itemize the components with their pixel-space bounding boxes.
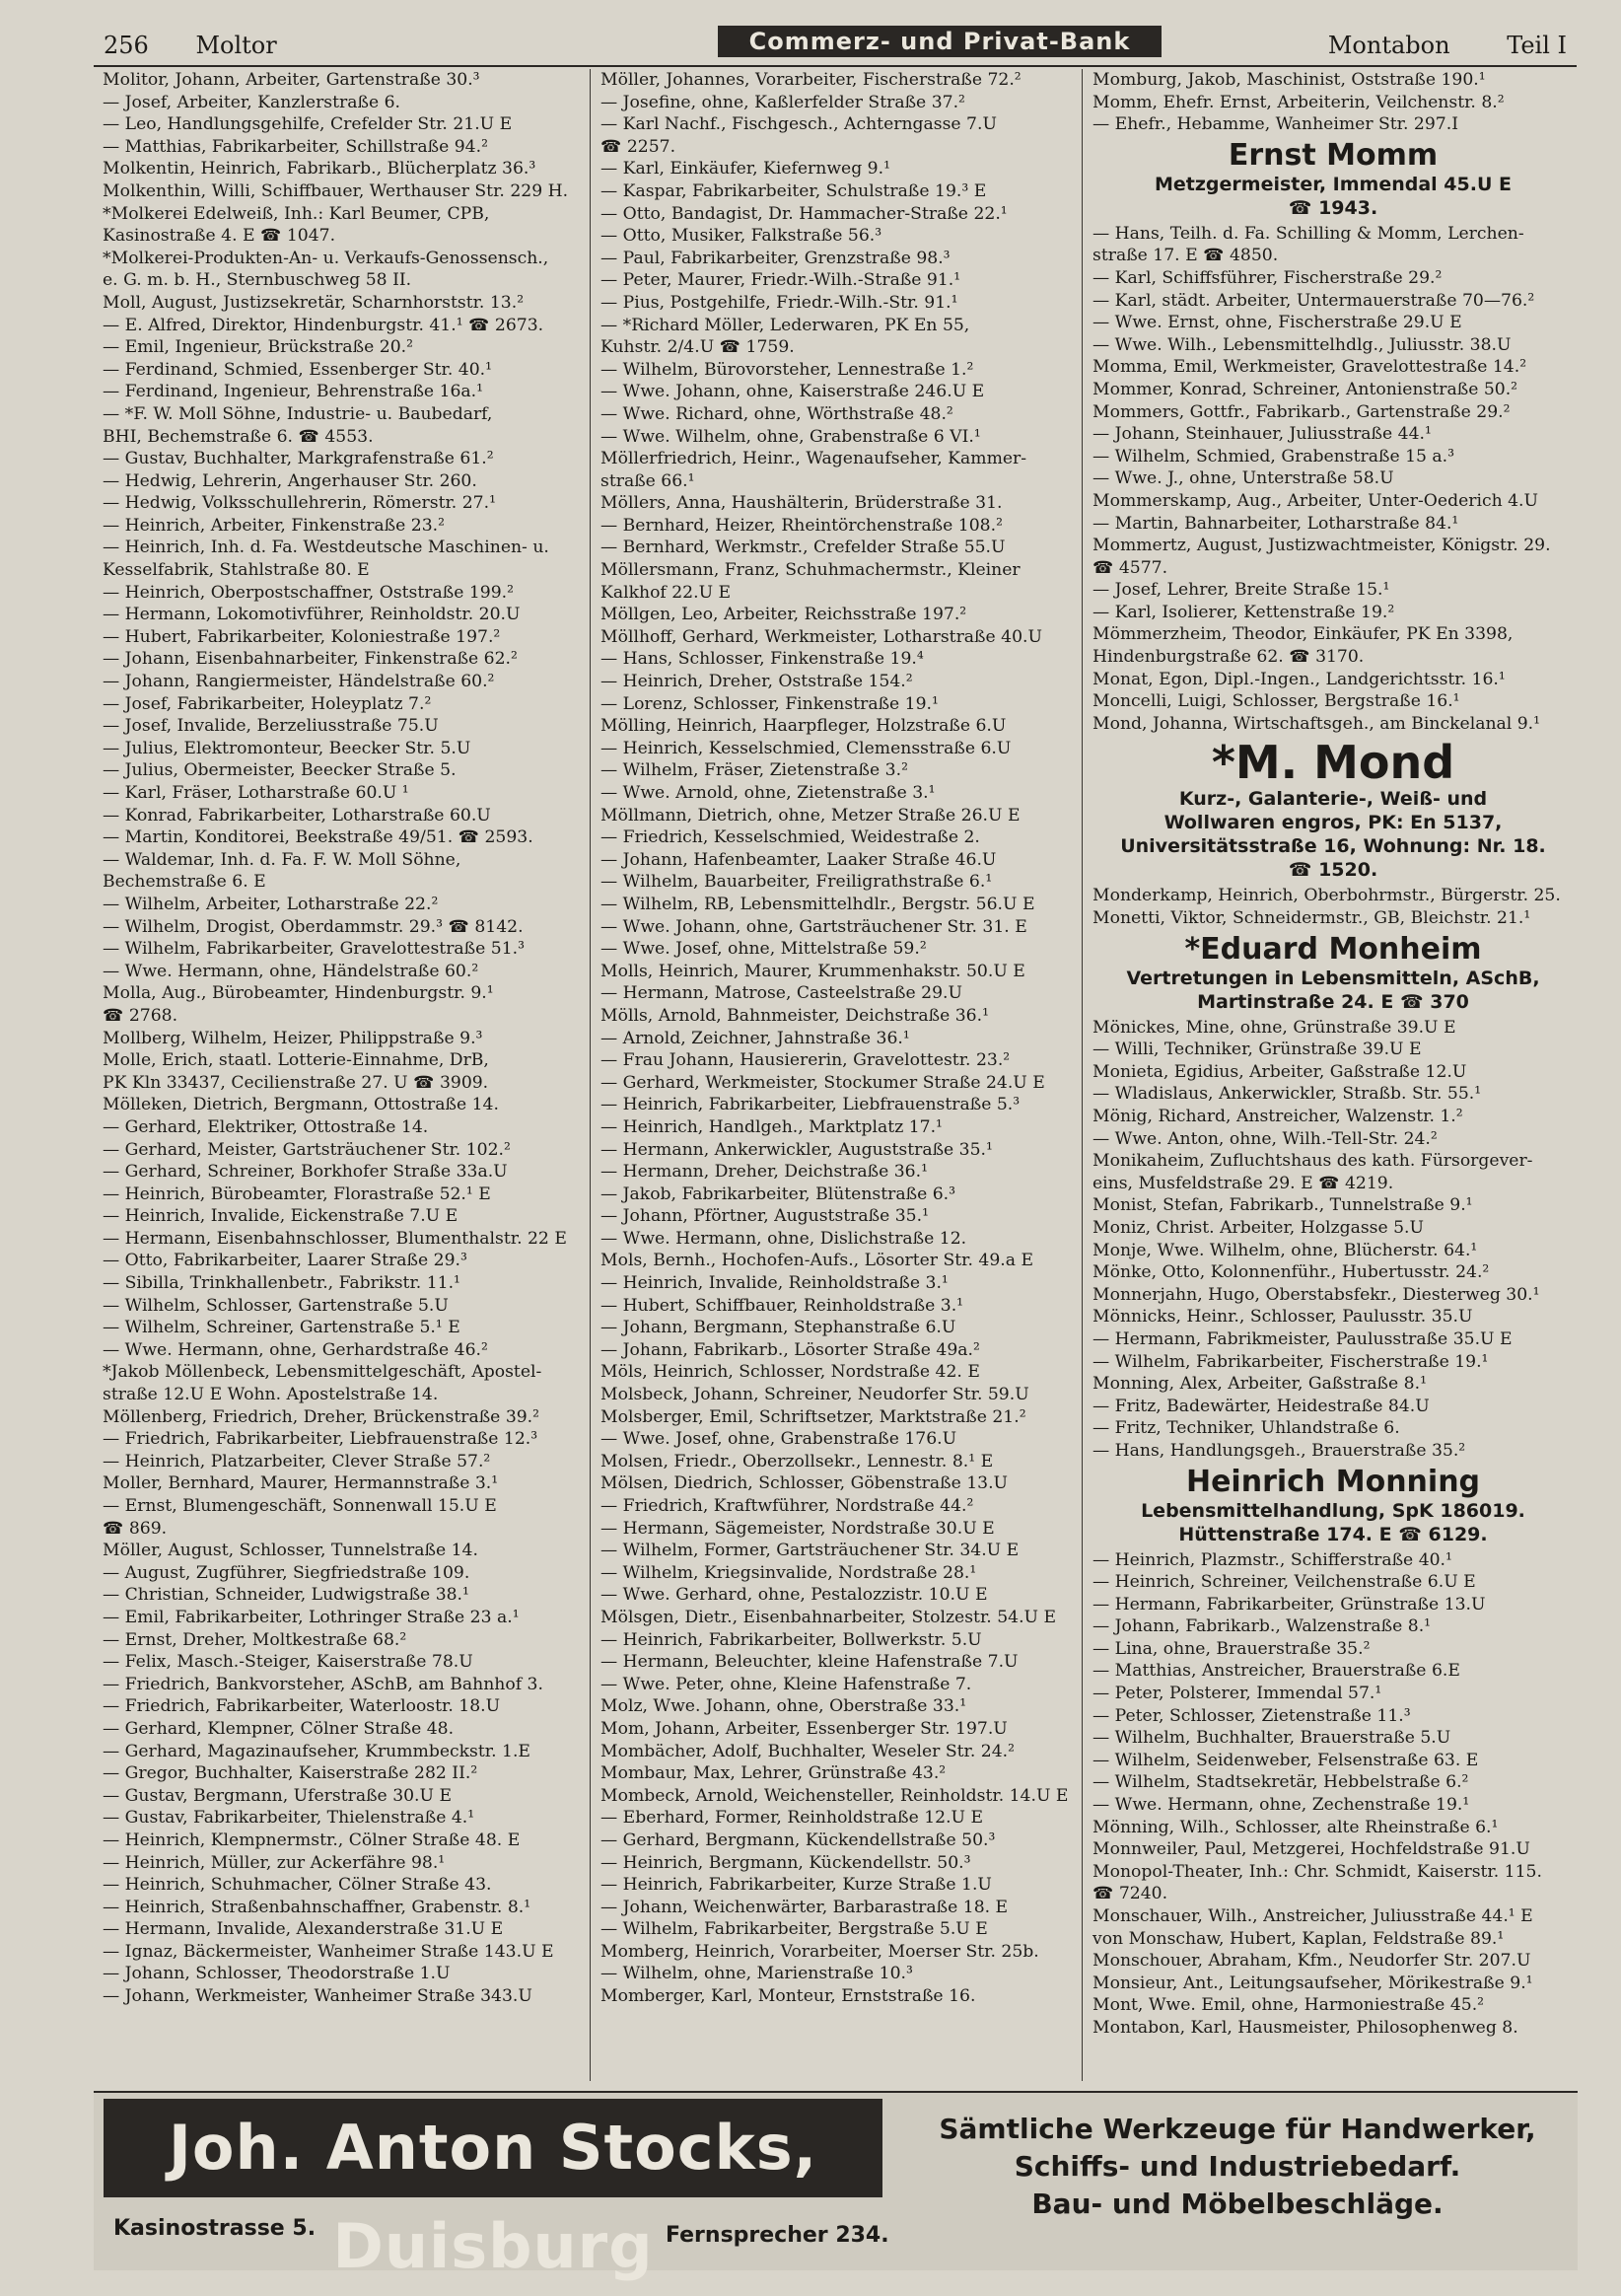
directory-entry: — Heinrich, Schreiner, Veilchenstraße 6.U E xyxy=(1092,1572,1476,1593)
directory-entry: — Gerhard, Klempner, Cölner Straße 48. xyxy=(103,1718,455,1739)
footer-services-line3: Bau- und Möbelbeschläge. xyxy=(1031,2188,1444,2220)
directory-entry: — Heinrich, Straßenbahnschaffner, Grabenstr. 8.¹ xyxy=(103,1897,531,1917)
directory-entry: — Hans, Teilh. d. Fa. Schilling & Momm, Lerchen- xyxy=(1092,223,1524,244)
directory-entry: — Wilhelm, Fabrikarbeiter, Fischerstraße 19.¹ xyxy=(1092,1351,1489,1372)
footer-address: Kasinostrasse 5. xyxy=(113,2216,317,2241)
directory-entry: — Wilhelm, Schlosser, Gartenstraße 5.U xyxy=(103,1295,449,1316)
directory-entry: Monetti, Viktor, Schneidermstr., GB, Bleichstr. 21.¹ xyxy=(1092,908,1531,929)
directory-entry: — Heinrich, Schuhmacher, Cölner Straße 43. xyxy=(103,1875,492,1896)
page-header xyxy=(94,26,1577,67)
directory-entry: — Johann, Eisenbahnarbeiter, Finkenstraße 62.² xyxy=(103,649,518,670)
directory-entry: — Wwe. J., ohne, Unterstraße 58.U xyxy=(1092,468,1394,489)
directory-entry: — Wilhelm, Schreiner, Gartenstraße 5.¹ E xyxy=(103,1318,460,1338)
directory-entry: Monsieur, Ant., Leitungsaufseher, Mörikestraße 9.¹ xyxy=(1092,1973,1533,1993)
directory-entry: — Waldemar, Inh. d. Fa. F. W. Moll Söhne, xyxy=(103,849,461,870)
directory-entry: — Wilhelm, Arbeiter, Lotharstraße 22.² xyxy=(103,894,439,914)
directory-entry: Molsen, Friedr., Oberzollsekr., Lennestr. 8.¹ E xyxy=(600,1451,994,1471)
directory-entry: ☎ 4577. xyxy=(1092,557,1168,578)
directory-entry: — Hermann, Beleuchter, kleine Hafenstraße 7.U xyxy=(600,1652,1019,1673)
directory-entry: — Wwe. Josef, ohne, Mittelstraße 59.² xyxy=(600,939,927,960)
ad-mond-name: *M. Mond xyxy=(1211,736,1455,790)
directory-entry: Mommer, Konrad, Schreiner, Antonienstraße 50.² xyxy=(1092,379,1518,399)
directory-entry: — Gerhard, Werkmeister, Stockumer Straße 24.U E xyxy=(600,1072,1045,1093)
header-right-word: Montabon xyxy=(1327,32,1450,59)
directory-entry: — Martin, Konditorei, Beekstraße 49/51. ☎ 2593. xyxy=(103,827,533,848)
directory-entry: straße 17. E ☎ 4850. xyxy=(1092,246,1279,266)
ad-mond-line1: Kurz-, Galanterie-, Weiß- und xyxy=(1178,788,1488,811)
directory-entry: Montabon, Karl, Hausmeister, Philosophenweg 8. xyxy=(1092,2017,1518,2038)
directory-entry: von Monschaw, Hubert, Kaplan, Feldstraße 89.¹ xyxy=(1092,1928,1505,1949)
directory-entry: — Paul, Fabrikarbeiter, Grenzstraße 98.³ xyxy=(600,248,951,268)
directory-entry: — Wilhelm, Fabrikarbeiter, Gravelottestraße 51.³ xyxy=(103,939,526,960)
directory-entry: Mölsen, Diedrich, Schlosser, Göbenstraße 13.U xyxy=(600,1473,1009,1494)
directory-entry: — August, Zugführer, Siegfriedstraße 109. xyxy=(103,1562,470,1583)
directory-entry: Kesselfabrik, Stahlstraße 80. E xyxy=(103,560,370,581)
directory-entry: Molkentin, Heinrich, Fabrikarb., Blücherplatz 36.³ xyxy=(103,159,536,179)
directory-entry: — Karl, Isolierer, Kettenstraße 19.² xyxy=(1092,602,1395,622)
directory-entry: Monnweiler, Paul, Metzgerei, Hochfeldstraße 91.U xyxy=(1092,1839,1530,1860)
directory-entry: — Friedrich, Kraftwführer, Nordstraße 44.² xyxy=(600,1496,974,1516)
directory-entry: Momberg, Heinrich, Vorarbeiter, Moerser Str. 25b. xyxy=(600,1941,1039,1962)
directory-entry: — Jakob, Fabrikarbeiter, Blütenstraße 6.³ xyxy=(600,1184,956,1204)
directory-entry: — E. Alfred, Direktor, Hindenburgstr. 41.¹ ☎ 2673. xyxy=(103,315,544,335)
directory-entry: ☎ 7240. xyxy=(1092,1884,1168,1904)
directory-entry: — Heinrich, Dreher, Oststraße 154.² xyxy=(600,672,913,692)
directory-entry: — Gerhard, Bergmann, Kückendellstraße 50.³ xyxy=(600,1830,996,1850)
directory-entry: Kalkhof 22.U E xyxy=(600,582,732,603)
header-part: Teil I xyxy=(1507,32,1567,59)
ad-mond-line4: ☎ 1520. xyxy=(1288,859,1378,882)
directory-entry: — Gerhard, Schreiner, Borkhofer Straße 33a.U xyxy=(103,1162,508,1183)
directory-entry: Mollberg, Wilhelm, Heizer, Philippstraße 9.³ xyxy=(103,1028,483,1048)
column-3 xyxy=(1089,69,1578,2081)
directory-entry: Mölling, Heinrich, Haarpfleger, Holzstraße 6.U xyxy=(600,716,1007,737)
directory-entry: — Wilhelm, Fabrikarbeiter, Bergstraße 5.U E xyxy=(600,1919,988,1940)
directory-entry: — Johann, Schlosser, Theodorstraße 1.U xyxy=(103,1964,451,1984)
directory-entry: — Wladislaus, Ankerwickler, Straßb. Str. 55.¹ xyxy=(1092,1084,1482,1105)
directory-entry: — Julius, Elektromonteur, Beecker Str. 5.U xyxy=(103,738,471,758)
directory-entry: Molle, Erich, staatl. Lotterie-Einnahme, DrB, xyxy=(103,1050,489,1071)
directory-entry: Molz, Wwe. Johann, ohne, Oberstraße 33.¹ xyxy=(600,1696,967,1717)
directory-entry: — Heinrich, Invalide, Reinholdstraße 3.¹ xyxy=(600,1273,949,1294)
directory-entry: — Heinrich, Fabrikarbeiter, Kurze Straße 1.U xyxy=(600,1875,992,1896)
directory-entry: Molla, Aug., Bürobeamter, Hindenburgstr. 9.¹ xyxy=(103,983,494,1004)
directory-entry: — Wilhelm, RB, Lebensmittelhdlr., Bergstr. 56.U E xyxy=(600,894,1035,914)
directory-entry: — Emil, Fabrikarbeiter, Lothringer Straße 23 a.¹ xyxy=(103,1607,520,1627)
directory-entry: Mönnicks, Heinr., Schlosser, Paulusstr. 35.U xyxy=(1092,1307,1473,1327)
directory-entry: — Heinrich, Plazmstr., Schifferstraße 40.¹ xyxy=(1092,1549,1452,1570)
directory-entry: Mom, Johann, Arbeiter, Essenberger Str. 197.U xyxy=(600,1718,1008,1739)
directory-entry: Möllgen, Leo, Arbeiter, Reichsstraße 197.² xyxy=(600,605,967,625)
directory-entry: — Heinrich, Platzarbeiter, Clever Straße 57.² xyxy=(103,1451,491,1471)
directory-entry: Mölls, Arnold, Bahnmeister, Deichstraße 36.¹ xyxy=(600,1005,989,1026)
directory-entry: Mommertz, August, Justizwachtmeister, Königstr. 29. xyxy=(1092,536,1551,556)
directory-entry: — Wwe. Josef, ohne, Grabenstraße 176.U xyxy=(600,1429,957,1450)
directory-entry: — Heinrich, Oberpostschaffner, Oststraße 199.² xyxy=(103,582,515,603)
directory-entry: Moncelli, Luigi, Schlosser, Bergstraße 16.¹ xyxy=(1092,691,1460,712)
ad-monning-line2: Hüttenstraße 174. E ☎ 6129. xyxy=(1178,1523,1488,1545)
directory-entry: Möllmann, Dietrich, ohne, Metzer Straße 26.U E xyxy=(600,805,1021,825)
directory-entry: — Wilhelm, Seidenweber, Felsenstraße 63. E xyxy=(1092,1750,1479,1770)
ad-monning-line1: Lebensmittelhandlung, SpK 186019. xyxy=(1141,1499,1525,1522)
directory-entry: Möllerfriedrich, Heinr., Wagenaufseher, Kammer- xyxy=(600,449,1027,469)
directory-entry: — Wwe. Richard, ohne, Wörthstraße 48.² xyxy=(600,403,953,424)
directory-entry: — Fritz, Badewärter, Heidestraße 84.U xyxy=(1092,1396,1430,1416)
column-2 xyxy=(597,69,1083,2081)
directory-entry: — Wwe. Gerhard, ohne, Pestalozzistr. 10.U E xyxy=(600,1585,988,1606)
directory-entry: — Peter, Schlosser, Zietenstraße 11.³ xyxy=(1092,1705,1411,1726)
directory-entry: — Wwe. Hermann, ohne, Gerhardstraße 46.² xyxy=(103,1339,488,1360)
directory-entry: Monist, Stefan, Fabrikarb., Tunnelstraße 9.¹ xyxy=(1092,1195,1473,1216)
directory-entry: — Johann, Fabrikarb., Lösorter Straße 49a.² xyxy=(600,1339,980,1360)
ad-eduard-monheim xyxy=(1089,933,1578,1014)
directory-entry: Monschouer, Abraham, Kfm., Neudorfer Str. 207.U xyxy=(1092,1951,1531,1972)
directory-entry: — Wilhelm, Fräser, Zietenstraße 3.² xyxy=(600,760,908,781)
directory-entry: Möllers, Anna, Haushälterin, Brüderstraße 31. xyxy=(600,493,1003,514)
ad-momm-line2: ☎ 1943. xyxy=(1288,196,1378,219)
column-1 xyxy=(99,69,591,2081)
directory-entry: — Peter, Maurer, Friedr.-Wilh.-Straße 91.¹ xyxy=(600,270,961,291)
directory-entry: — Gerhard, Elektriker, Ottostraße 14. xyxy=(103,1116,429,1137)
ad-monheim-line1: Vertretungen in Lebensmitteln, ASchB, xyxy=(1126,967,1540,989)
directory-entry: — Arnold, Zeichner, Jahnstraße 36.¹ xyxy=(600,1028,910,1048)
header-bank-banner: Commerz- und Privat-Bank xyxy=(718,26,1162,57)
directory-entry: Möllenberg, Friedrich, Dreher, Brückenstraße 39.² xyxy=(103,1406,540,1427)
directory-entry: ☎ 869. xyxy=(103,1518,168,1539)
directory-entry: Momburg, Jakob, Maschinist, Oststraße 190.¹ xyxy=(1092,70,1486,90)
directory-entry: — Heinrich, Fabrikarbeiter, Bollwerkstr. 5.U xyxy=(600,1629,982,1650)
directory-entry: — Ferdinand, Schmied, Essenberger Str. 40.¹ xyxy=(103,359,493,380)
directory-entry: Momma, Emil, Werkmeister, Gravelottestraße 14.² xyxy=(1092,357,1527,378)
directory-entry: straße 66.¹ xyxy=(600,470,695,491)
directory-entry: — Matthias, Fabrikarbeiter, Schillstraße 94.² xyxy=(103,136,488,157)
directory-entry: — Josef, Fabrikarbeiter, Holeyplatz 7.² xyxy=(103,693,432,714)
directory-entry: — Hermann, Invalide, Alexanderstraße 31.U E xyxy=(103,1919,504,1940)
directory-entry: Monnerjahn, Hugo, Oberstabsfekr., Diesterweg 30.¹ xyxy=(1092,1284,1540,1305)
directory-entry: — Hermann, Eisenbahnschlosser, Blumenthalstr. 22 E xyxy=(103,1228,567,1249)
directory-entry: *Molkerei-Produkten-An- u. Verkaufs-Genossensch., xyxy=(103,248,549,268)
directory-entry: Mommers, Gottfr., Fabrikarb., Gartenstraße 29.² xyxy=(1092,401,1511,422)
directory-entry: — Bernhard, Heizer, Rheintörchenstraße 108.² xyxy=(600,515,1003,536)
directory-entry: Mömmerzheim, Theodor, Einkäufer, PK En 3398, xyxy=(1092,624,1514,645)
directory-entry: — Wilhelm, Schmied, Grabenstraße 15 a.³ xyxy=(1092,446,1455,466)
directory-entry: Mols, Bernh., Hochofen-Aufs., Lösorter Str. 49.a E xyxy=(600,1251,1034,1271)
footer-services xyxy=(902,2111,1573,2223)
directory-entry: ☎ 2257. xyxy=(600,136,676,157)
directory-entry: — Wilhelm, Bürovorsteher, Lennestraße 1.² xyxy=(600,359,974,380)
directory-entry: — Johann, Weichenwärter, Barbarastraße 18. E xyxy=(600,1897,1009,1917)
directory-entry: — Karl, städt. Arbeiter, Untermauerstraße 70—76.² xyxy=(1092,290,1535,311)
directory-entry: — Heinrich, Bürobeamter, Florastraße 52.¹ E xyxy=(103,1184,491,1204)
directory-entry: — Lorenz, Schlosser, Finkenstraße 19.¹ xyxy=(600,693,939,714)
directory-entry: — Karl Nachf., Fischgesch., Achterngasse 7.U xyxy=(600,114,997,135)
directory-entry: — Josef, Invalide, Berzeliusstraße 75.U xyxy=(103,716,439,737)
footer-phone: Fernsprecher 234. xyxy=(666,2223,889,2248)
directory-entry: — Bernhard, Werkmstr., Crefelder Straße 55.U xyxy=(600,538,1006,558)
directory-entry: Mombeck, Arnold, Weichensteller, Reinholdstr. 14.U E xyxy=(600,1785,1069,1806)
directory-entry: Mönning, Wilh., Schlosser, alte Rheinstraße 6.¹ xyxy=(1092,1817,1499,1837)
directory-entry: — Friedrich, Bankvorsteher, ASchB, am Bahnhof 3. xyxy=(103,1674,543,1694)
directory-entry: Möller, August, Schlosser, Tunnelstraße 14. xyxy=(103,1541,478,1561)
ad-monheim-name: *Eduard Monheim xyxy=(1184,931,1482,967)
directory-entry: — Gustav, Buchhalter, Markgrafenstraße 61.² xyxy=(103,449,494,469)
directory-entry: eins, Musfeldstraße 29. E ☎ 4219. xyxy=(1092,1173,1394,1193)
directory-entry: — Hedwig, Volksschullehrerin, Römerstr. 27.¹ xyxy=(103,493,496,514)
footer-advertisement xyxy=(94,2091,1578,2282)
directory-entry: PK Kln 33437, Cecilienstraße 27. U ☎ 3909. xyxy=(103,1072,489,1093)
directory-entry: Mombächer, Adolf, Buchhalter, Weseler Str. 24.² xyxy=(600,1741,1016,1761)
directory-entry: Mond, Johanna, Wirtschaftsgeh., am Binckelanal 9.¹ xyxy=(1092,713,1541,734)
directory-entry: — Wwe. Peter, ohne, Kleine Hafenstraße 7. xyxy=(600,1674,972,1694)
directory-entry: — Wilhelm, ohne, Marienstraße 10.³ xyxy=(600,1964,913,1984)
footer-company-name: Joh. Anton Stocks, Duisburg xyxy=(104,2099,882,2197)
directory-entry: Mönke, Otto, Kolonnenführ., Hubertusstr. 24.² xyxy=(1092,1262,1490,1283)
directory-entry: Moller, Bernhard, Maurer, Hermannstraße 3.¹ xyxy=(103,1473,499,1494)
directory-entry: — Karl, Schiffsführer, Fischerstraße 29.² xyxy=(1092,267,1443,288)
directory-entry: — Johann, Steinhauer, Juliusstraße 44.¹ xyxy=(1092,424,1432,445)
directory-entry: Monikaheim, Zufluchtshaus des kath. Fürsorgever- xyxy=(1092,1151,1533,1172)
directory-columns xyxy=(99,69,1578,2081)
directory-entry: *Molkerei Edelweiß, Inh.: Karl Beumer, CPB, xyxy=(103,203,490,224)
directory-entry: — Johann, Rangiermeister, Händelstraße 60.² xyxy=(103,672,495,692)
directory-entry: — Josef, Arbeiter, Kanzlerstraße 6. xyxy=(103,92,400,112)
directory-entry: — Gerhard, Magazinaufseher, Krummbeckstr. 1.E xyxy=(103,1741,530,1761)
directory-entry: — Ernst, Blumengeschäft, Sonnenwall 15.U E xyxy=(103,1496,497,1516)
ad-heinrich-monning xyxy=(1089,1466,1578,1546)
directory-entry: — Willi, Techniker, Grünstraße 39.U E xyxy=(1092,1040,1422,1060)
directory-entry: — Johann, Werkmeister, Wanheimer Straße 343.U xyxy=(103,1986,532,2007)
directory-entry: Moll, August, Justizsekretär, Scharnhorststr. 13.² xyxy=(103,292,525,313)
directory-entry: — Matthias, Anstreicher, Brauerstraße 6.E xyxy=(1092,1661,1460,1682)
directory-entry: — Hermann, Fabrikarbeiter, Grünstraße 13.U xyxy=(1092,1594,1486,1614)
directory-entry: Molls, Heinrich, Maurer, Krummenhakstr. 50.U E xyxy=(600,961,1025,981)
directory-entry: — Karl, Einkäufer, Kiefernweg 9.¹ xyxy=(600,159,890,179)
directory-entry: — Peter, Polsterer, Immendal 57.¹ xyxy=(1092,1684,1382,1704)
directory-entry: Hindenburgstraße 62. ☎ 3170. xyxy=(1092,647,1365,668)
directory-entry: — Ignaz, Bäckermeister, Wanheimer Straße 143.U E xyxy=(103,1941,554,1962)
ad-momm-name: Ernst Momm xyxy=(1228,137,1439,173)
ad-momm-line1: Metzgermeister, Immendal 45.U E xyxy=(1155,173,1512,195)
directory-entry: — Christian, Schneider, Ludwigstraße 38.¹ xyxy=(103,1585,469,1606)
directory-entry: Möllersmann, Franz, Schuhmachermstr., Kleiner xyxy=(600,560,1021,581)
directory-entry: Möls, Heinrich, Schlosser, Nordstraße 42. E xyxy=(600,1362,980,1383)
header-right xyxy=(1328,32,1567,59)
directory-entry: — Hermann, Fabrikmeister, Paulusstraße 35.U E xyxy=(1092,1328,1513,1349)
directory-entry: — Hans, Schlosser, Finkenstraße 19.⁴ xyxy=(600,649,924,670)
directory-entry: Molsberger, Emil, Schriftsetzer, Marktstraße 21.² xyxy=(600,1406,1026,1427)
directory-entry: Monschauer, Wilh., Anstreicher, Juliusstraße 44.¹ E xyxy=(1092,1906,1533,1926)
directory-entry: — Gerhard, Meister, Gartsträuchener Str. 102.² xyxy=(103,1139,511,1160)
directory-entry: — Friedrich, Kesselschmied, Weidestraße 2. xyxy=(600,827,980,848)
directory-entry: — Heinrich, Klempnermstr., Cölner Straße 48. E xyxy=(103,1830,521,1850)
directory-entry: — Karl, Fräser, Lotharstraße 60.U ¹ xyxy=(103,783,409,803)
directory-entry: BHI, Bechemstraße 6. ☎ 4553. xyxy=(103,426,374,447)
directory-entry: — Eberhard, Former, Reinholdstraße 12.U E xyxy=(600,1808,984,1829)
directory-entry: — Friedrich, Fabrikarbeiter, Liebfrauenstraße 12.³ xyxy=(103,1429,538,1450)
directory-entry: Mönig, Richard, Anstreicher, Walzenstr. 1.² xyxy=(1092,1107,1463,1126)
directory-entry: — Wilhelm, Kriegsinvalide, Nordstraße 28.¹ xyxy=(600,1562,977,1583)
directory-entry: — Julius, Obermeister, Beecker Straße 5. xyxy=(103,760,457,781)
directory-entry: — Hermann, Sägemeister, Nordstraße 30.U E xyxy=(600,1518,995,1539)
directory-entry: — Gustav, Bergmann, Uferstraße 30.U E xyxy=(103,1785,453,1806)
directory-entry: — Wilhelm, Bauarbeiter, Freiligrathstraße 6.¹ xyxy=(600,872,993,893)
directory-entry: Momberger, Karl, Monteur, Ernststraße 16. xyxy=(600,1986,976,2007)
directory-entry: — Johann, Hafenbeamter, Laaker Straße 46.U xyxy=(600,849,997,870)
directory-entry: Mönickes, Mine, ohne, Grünstraße 39.U E xyxy=(1092,1017,1456,1038)
directory-entry: — Kaspar, Fabrikarbeiter, Schulstraße 19.³ E xyxy=(600,180,987,201)
directory-entry: — Heinrich, Müller, zur Ackerfähre 98.¹ xyxy=(103,1852,446,1873)
header-left xyxy=(104,32,277,59)
directory-entry: Möllhoff, Gerhard, Werkmeister, Lotharstraße 40.U xyxy=(600,626,1042,647)
directory-entry: — Wilhelm, Drogist, Oberdammstr. 29.³ ☎ 8142. xyxy=(103,916,524,937)
directory-entry: — Leo, Handlungsgehilfe, Crefelder Str. 21.U E xyxy=(103,114,513,135)
ad-mond-line2: Wollwaren engros, PK: En 5137, xyxy=(1163,812,1503,834)
footer-services-line2: Schiffs- und Industriebedarf. xyxy=(1014,2150,1461,2183)
ad-monning-name: Heinrich Monning xyxy=(1185,1464,1481,1499)
directory-entry: — Hermann, Lokomotivführer, Reinholdstr. 20.U xyxy=(103,605,521,625)
directory-entry: — Heinrich, Bergmann, Kückendellstr. 50.³ xyxy=(600,1852,971,1873)
directory-entry: — Ferdinand, Ingenieur, Behrenstraße 16a.¹ xyxy=(103,382,484,402)
directory-entry: — Heinrich, Arbeiter, Finkenstraße 23.² xyxy=(103,515,446,536)
directory-entry: — Hubert, Fabrikarbeiter, Koloniestraße 197.² xyxy=(103,626,501,647)
directory-entry: — Johann, Fabrikarb., Walzenstraße 8.¹ xyxy=(1092,1616,1432,1637)
directory-entry: Monderkamp, Heinrich, Oberbohrmstr., Bürgerstr. 25. xyxy=(1092,886,1561,906)
directory-entry: Monning, Alex, Arbeiter, Gaßstraße 8.¹ xyxy=(1092,1374,1427,1395)
directory-entry: — Josefine, ohne, Kaßlerfelder Straße 37.² xyxy=(600,92,965,112)
directory-entry: e. G. m. b. H., Sternbuschweg 58 II. xyxy=(103,270,412,291)
directory-entry: Monje, Wwe. Wilhelm, ohne, Blücherstr. 64.¹ xyxy=(1092,1240,1478,1260)
directory-entry: — Wwe. Hermann, ohne, Händelstraße 60.² xyxy=(103,961,479,981)
directory-entry: Kasinostraße 4. E ☎ 1047. xyxy=(103,226,336,247)
directory-entry: — Johann, Pförtner, Auguststraße 35.¹ xyxy=(600,1206,929,1227)
directory-entry: — Wwe. Hermann, ohne, Zechenstraße 19.¹ xyxy=(1092,1795,1470,1816)
directory-entry: *Jakob Möllenbeck, Lebensmittelgeschäft, Apostel- xyxy=(103,1362,542,1383)
directory-entry: — Lina, ohne, Brauerstraße 35.² xyxy=(1092,1638,1371,1659)
directory-entry: straße 12.U E Wohn. Apostelstraße 14. xyxy=(103,1385,439,1405)
directory-entry: — Otto, Bandagist, Dr. Hammacher-Straße 22.¹ xyxy=(600,203,1008,224)
directory-entry: — Wwe. Johann, ohne, Gartsträuchener Str. 31. E xyxy=(600,916,1027,937)
directory-entry: — Wwe. Wilh., Lebensmittelhdlg., Juliusstr. 38.U xyxy=(1092,334,1512,355)
directory-entry: — Ernst, Dreher, Moltkestraße 68.² xyxy=(103,1629,407,1650)
directory-entry: — Wilhelm, Former, Gartsträuchener Str. 34.U E xyxy=(600,1541,1020,1561)
directory-entry: — *Richard Möller, Lederwaren, PK En 55, xyxy=(600,315,970,335)
directory-entry: — Wilhelm, Buchhalter, Brauerstraße 5.U xyxy=(1092,1728,1451,1749)
directory-entry: — Otto, Musiker, Falkstraße 56.³ xyxy=(600,226,882,247)
directory-entry: — Hermann, Ankerwickler, Auguststraße 35.¹ xyxy=(600,1139,993,1160)
page-number: 256 xyxy=(104,32,149,59)
directory-entry: — Johann, Bergmann, Stephanstraße 6.U xyxy=(600,1318,956,1338)
directory-entry: — Otto, Fabrikarbeiter, Laarer Straße 29.³ xyxy=(103,1251,467,1271)
directory-entry: — Hedwig, Lehrerin, Angerhauser Str. 260. xyxy=(103,470,477,491)
directory-entry: — Heinrich, Kesselschmied, Clemensstraße 6.U xyxy=(600,738,1012,758)
directory-entry: Monopol-Theater, Inh.: Chr. Schmidt, Kaiserstr. 115. xyxy=(1092,1861,1542,1882)
directory-entry: Momm, Ehefr. Ernst, Arbeiterin, Veilchenstr. 8.² xyxy=(1092,92,1505,112)
directory-entry: Mölleken, Dietrich, Bergmann, Ottostraße 14. xyxy=(103,1095,499,1115)
directory-entry: — Wwe. Arnold, ohne, Zietenstraße 3.¹ xyxy=(600,783,936,803)
directory-entry: Molitor, Johann, Arbeiter, Gartenstraße 30.³ xyxy=(103,70,480,90)
directory-entry: — Wilhelm, Stadtsekretär, Hebbelstraße 6.² xyxy=(1092,1772,1469,1793)
ad-monheim-line2: Martinstraße 24. E ☎ 370 xyxy=(1197,990,1469,1013)
directory-entry: Bechemstraße 6. E xyxy=(103,872,266,893)
ad-ernst-momm xyxy=(1089,139,1578,220)
directory-entry: Mombaur, Max, Lehrer, Grünstraße 43.² xyxy=(600,1763,947,1784)
ad-m-mond xyxy=(1089,738,1578,882)
directory-entry: — Hermann, Matrose, Casteelstraße 29.U xyxy=(600,983,962,1004)
directory-entry: — Sibilla, Trinkhallenbetr., Fabrikstr. 11.¹ xyxy=(103,1273,460,1294)
directory-entry: Moniz, Christ. Arbeiter, Holzgasse 5.U xyxy=(1092,1217,1425,1238)
directory-entry: — Wwe. Johann, ohne, Kaiserstraße 246.U E xyxy=(600,382,985,402)
directory-entry: — Martin, Bahnarbeiter, Lotharstraße 84.¹ xyxy=(1092,513,1459,534)
directory-entry: Molsbeck, Johann, Schreiner, Neudorfer Str. 59.U xyxy=(600,1385,1029,1405)
directory-entry: — Wwe. Hermann, ohne, Dislichstraße 12. xyxy=(600,1228,967,1249)
directory-entry: ☎ 2768. xyxy=(103,1005,178,1026)
directory-entry: Monat, Egon, Dipl.-Ingen., Landgerichtsstr. 16.¹ xyxy=(1092,669,1506,689)
directory-entry: — Wwe. Ernst, ohne, Fischerstraße 29.U E xyxy=(1092,313,1462,333)
directory-entry: — Pius, Postgehilfe, Friedr.-Wilh.-Str. 91.¹ xyxy=(600,292,958,313)
directory-entry: Mont, Wwe. Emil, ohne, Harmoniestraße 45.² xyxy=(1092,1995,1485,2016)
directory-entry: — Heinrich, Fabrikarbeiter, Liebfrauenstraße 5.³ xyxy=(600,1095,1021,1115)
directory-entry: — Heinrich, Inh. d. Fa. Westdeutsche Maschinen- u. xyxy=(103,538,549,558)
directory-entry: — Hermann, Dreher, Deichstraße 36.¹ xyxy=(600,1162,928,1183)
directory-entry: — Ehefr., Hebamme, Wanheimer Str. 297.I xyxy=(1092,114,1458,135)
directory-entry: Molkenthin, Willi, Schiffbauer, Werthauser Str. 229 H. xyxy=(103,180,569,201)
directory-entry: — Wwe. Wilhelm, ohne, Grabenstraße 6 VI.¹ xyxy=(600,426,981,447)
directory-entry: — Heinrich, Handlgeh., Marktplatz 17.¹ xyxy=(600,1116,943,1137)
directory-entry: Kuhstr. 2/4.U ☎ 1759. xyxy=(600,337,795,358)
directory-entry: — Konrad, Fabrikarbeiter, Lotharstraße 60.U xyxy=(103,805,491,825)
directory-entry: — Gustav, Fabrikarbeiter, Thielenstraße 4.¹ xyxy=(103,1808,475,1829)
ad-mond-line3: Universitätsstraße 16, Wohnung: Nr. 18. xyxy=(1120,835,1546,858)
directory-entry: — Frau Johann, Hausiererin, Gravelottestr. 23.² xyxy=(600,1050,1011,1071)
footer-services-line1: Sämtliche Werkzeuge für Handwerker, xyxy=(939,2113,1536,2145)
directory-entry: Möller, Johannes, Vorarbeiter, Fischerstraße 72.² xyxy=(600,70,1022,90)
directory-entry: — Gregor, Buchhalter, Kaiserstraße 282 II.² xyxy=(103,1763,478,1784)
header-left-word: Moltor xyxy=(195,32,277,59)
directory-entry: — Fritz, Techniker, Uhlandstraße 6. xyxy=(1092,1418,1400,1439)
directory-entry: — Heinrich, Invalide, Eickenstraße 7.U E xyxy=(103,1206,458,1227)
directory-entry: Mölsgen, Dietr., Eisenbahnarbeiter, Stolzestr. 54.U E xyxy=(600,1607,1057,1627)
directory-entry: Monieta, Egidius, Arbeiter, Gaßstraße 12.U xyxy=(1092,1061,1467,1082)
directory-entry: — Hubert, Schiffbauer, Reinholdstraße 3.¹ xyxy=(600,1295,964,1316)
directory-entry: Mommerskamp, Aug., Arbeiter, Unter-Oederich 4.U xyxy=(1092,490,1538,511)
directory-entry: — Josef, Lehrer, Breite Straße 15.¹ xyxy=(1092,580,1390,601)
directory-entry: — Felix, Masch.-Steiger, Kaiserstraße 78.U xyxy=(103,1652,473,1673)
directory-entry: — Friedrich, Fabrikarbeiter, Waterloostr. 18.U xyxy=(103,1696,501,1717)
directory-entry: — Wwe. Anton, ohne, Wilh.-Tell-Str. 24.² xyxy=(1092,1128,1438,1149)
directory-entry: — Hans, Handlungsgeh., Brauerstraße 35.² xyxy=(1092,1440,1466,1461)
directory-entry: — Emil, Ingenieur, Brückstraße 20.² xyxy=(103,337,413,358)
directory-entry: — *F. W. Moll Söhne, Industrie- u. Baubedarf, xyxy=(103,403,493,424)
